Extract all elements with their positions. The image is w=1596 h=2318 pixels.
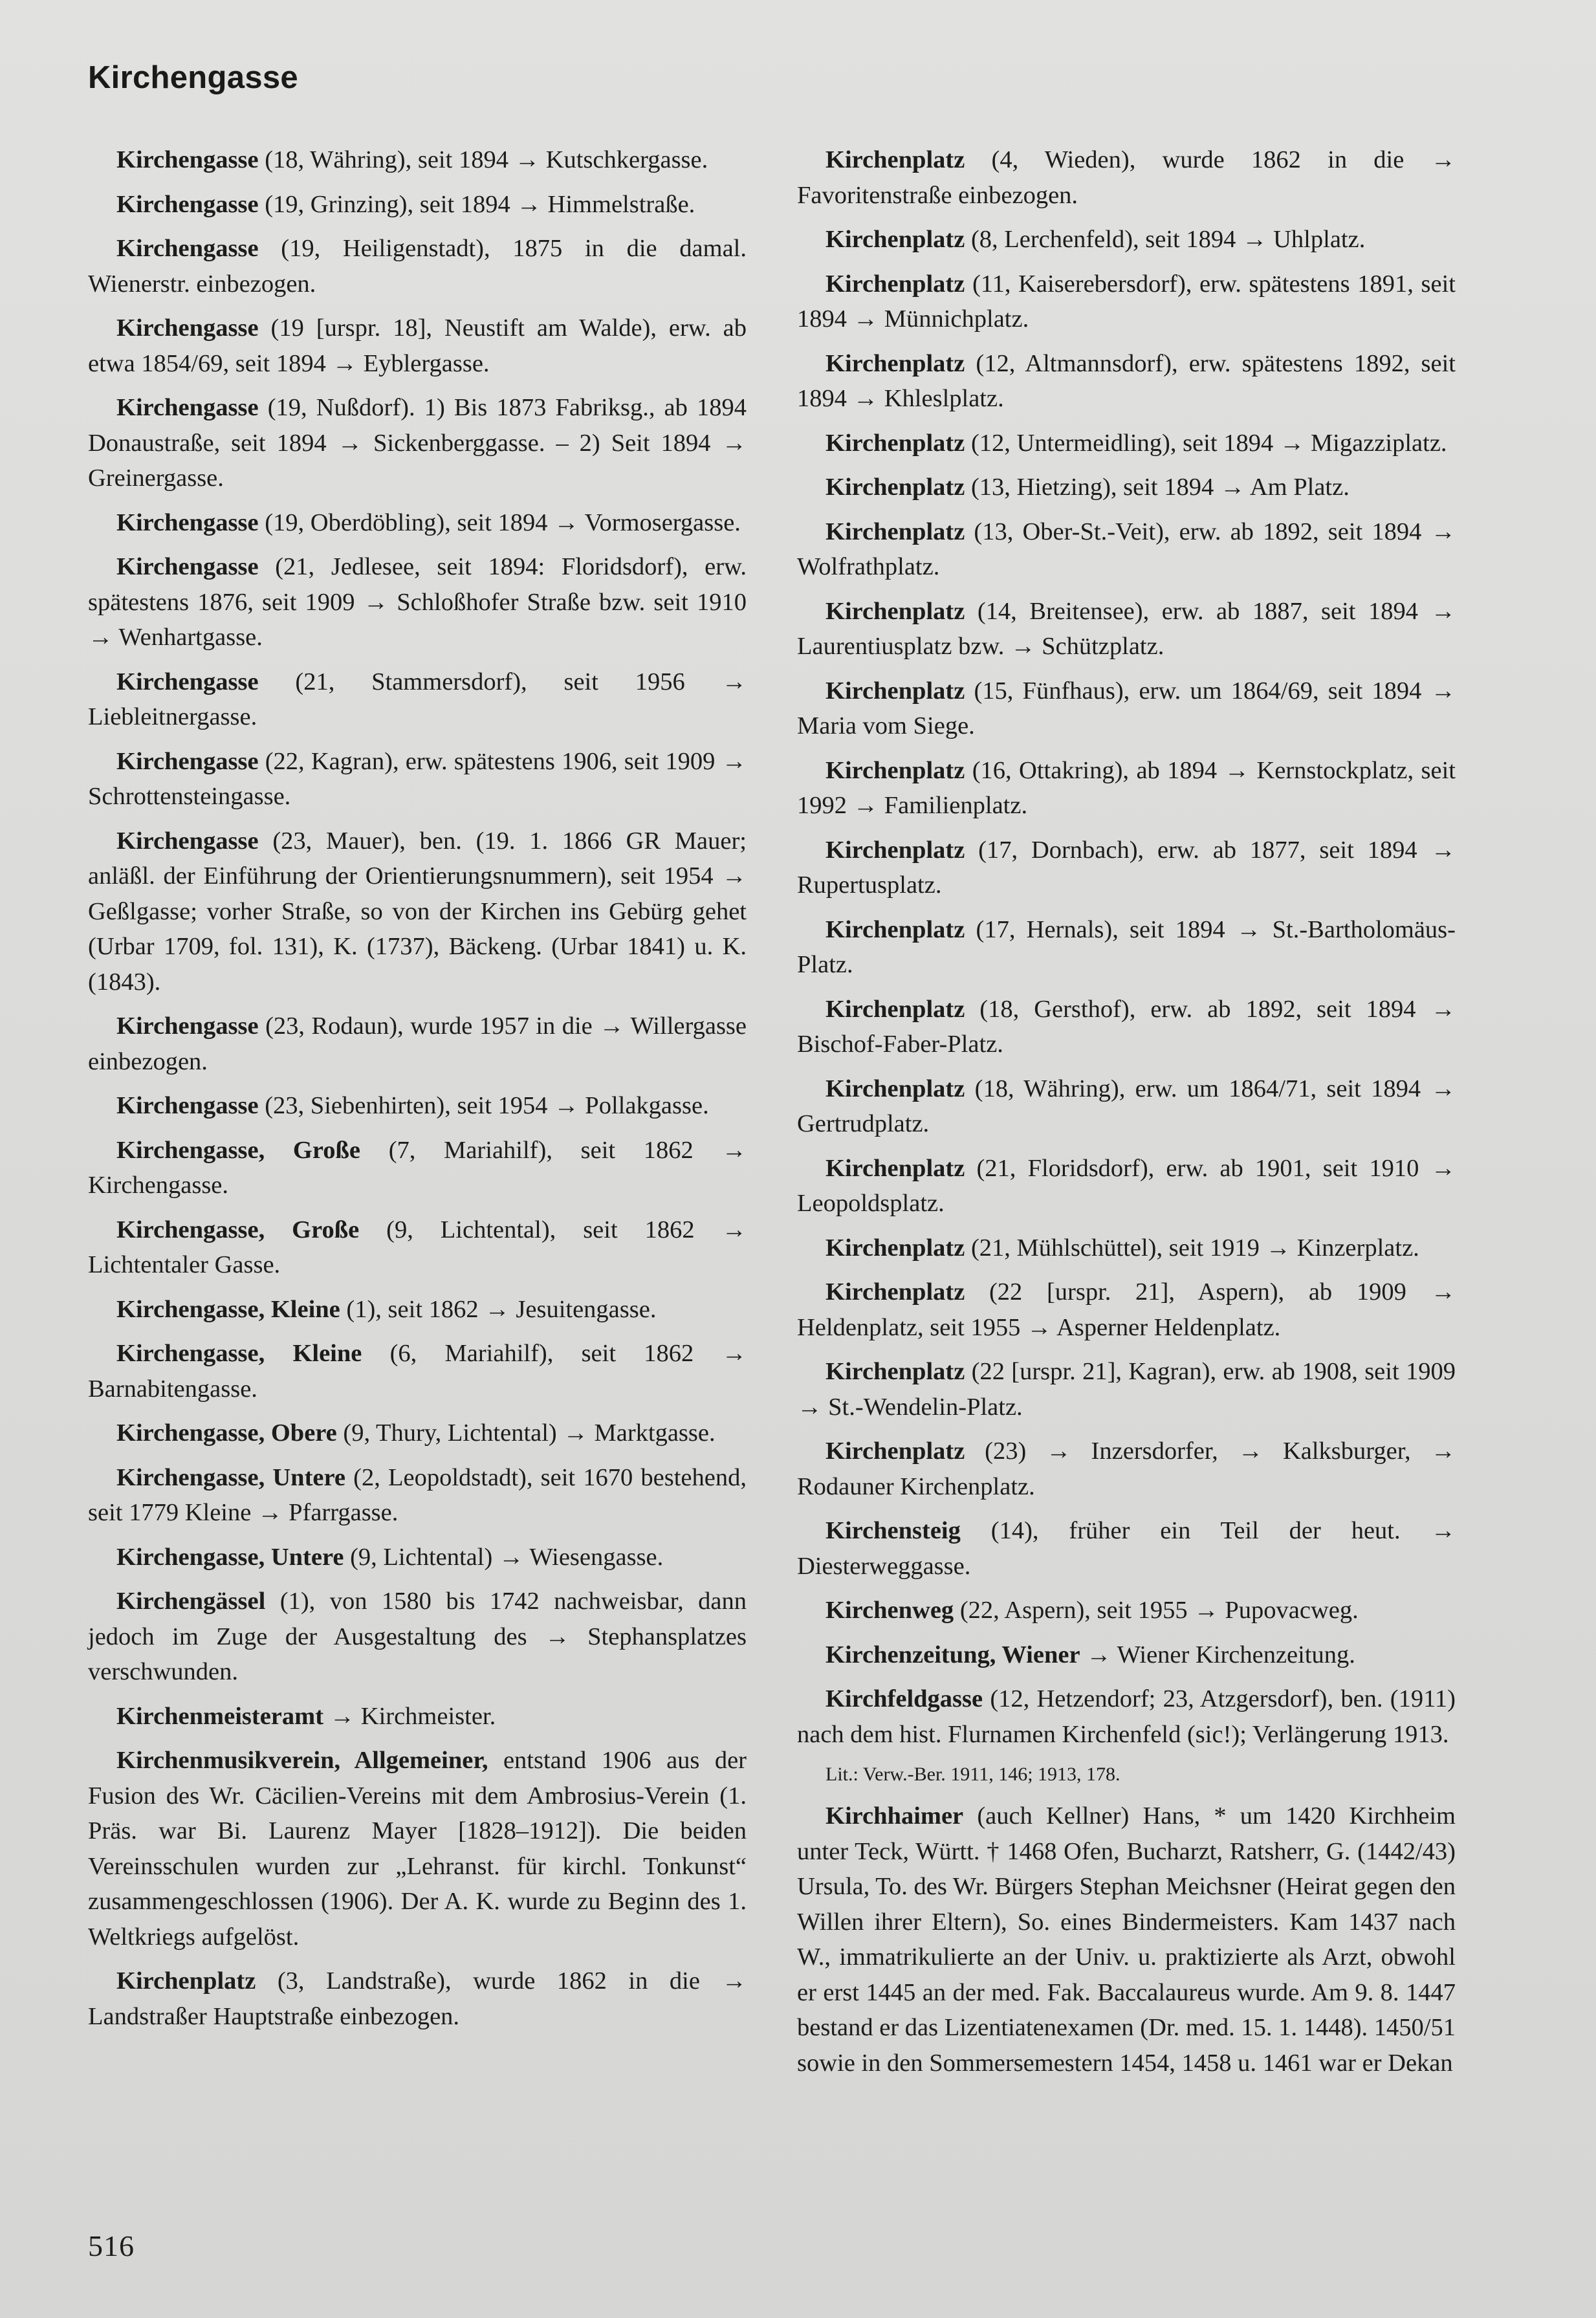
entry-headword: Kirchenplatz bbox=[825, 836, 965, 864]
lexicon-entry bbox=[88, 1963, 747, 2034]
lexicon-entry bbox=[88, 311, 747, 381]
entry-headword: Kirchengasse bbox=[116, 827, 259, 855]
entry-headword: Kirchfeldgasse bbox=[825, 1685, 983, 1712]
entry-text: (7, Mariahilf), seit 1862 → Kirchengasse. bbox=[88, 1136, 747, 1199]
entry-headword: Kirchenplatz bbox=[825, 1234, 965, 1262]
entry-text: (3, Landstraße), wurde 1862 in die → Landstraßer Hauptstraße einbezogen. bbox=[88, 1967, 747, 2030]
lexicon-entry bbox=[88, 187, 747, 223]
lexicon-entry bbox=[797, 346, 1456, 417]
entry-text: (23, Rodaun), wurde 1957 in die → Willergasse einbezogen. bbox=[88, 1012, 747, 1075]
entry-headword: Kirchenplatz bbox=[825, 429, 965, 457]
entry-text: (13, Hietzing), seit 1894 → Am Platz. bbox=[965, 474, 1350, 501]
lexicon-entry bbox=[88, 1009, 747, 1079]
entry-headword: Kirchenmeisteramt bbox=[116, 1702, 324, 1730]
entry-text: (17, Dornbach), erw. ab 1877, seit 1894 → Rupertusplatz. bbox=[797, 836, 1456, 899]
entry-headword: Kirchengasse, Große bbox=[116, 1216, 360, 1243]
lexicon-entry bbox=[88, 1743, 747, 1954]
entry-headword: Kirchengasse bbox=[116, 235, 259, 262]
entry-text: (6, Mariahilf), seit 1862 → Barnabitengasse. bbox=[88, 1340, 747, 1403]
right-column bbox=[797, 142, 1456, 2090]
entry-text: (21, Jedlesee, seit 1894: Floridsdorf), erw. spätestens 1876, seit 1909 → Schloßhofer Straße bzw. seit 1910 → Wenhartgasse. bbox=[88, 553, 747, 651]
lexicon-entry bbox=[797, 267, 1456, 337]
running-head: Kirchengasse bbox=[88, 60, 298, 95]
lexicon-entry bbox=[88, 1088, 747, 1124]
entry-text: (12, Altmannsdorf), erw. spätestens 1892, seit 1894 → Khleslplatz. bbox=[797, 349, 1456, 412]
lexicon-entry bbox=[797, 222, 1456, 257]
literature-reference: Lit.: Verw.-Ber. 1911, 146; 1913, 178. bbox=[825, 1764, 1120, 1785]
lexicon-entry bbox=[88, 1133, 747, 1203]
entry-text: (12, Untermeidling), seit 1894 → Migazziplatz. bbox=[965, 429, 1447, 457]
entry-headword: Kirchengasse, Obere bbox=[116, 1419, 337, 1447]
lexicon-entry bbox=[88, 1336, 747, 1406]
entry-text: (19, Oberdöbling), seit 1894 → Vormosergasse. bbox=[258, 508, 741, 536]
lexicon-entry bbox=[88, 505, 747, 541]
entry-text: (19, Nußdorf). 1) Bis 1873 Fabriksg., ab 1894 Donaustraße, seit 1894 → Sickenberggasse. – 2) Seit 1894 → Greinergasse. bbox=[88, 394, 747, 492]
lexicon-entry bbox=[797, 833, 1456, 903]
lexicon-entry bbox=[797, 1354, 1456, 1425]
entry-text: (19 [urspr. 18], Neustift am Walde), erw. ab etwa 1854/69, seit 1894 → Eyblergasse. bbox=[88, 314, 747, 377]
entry-text: (9, Lichtental), seit 1862 → Lichtentaler Gasse. bbox=[88, 1216, 747, 1278]
page-number: 516 bbox=[88, 2229, 135, 2262]
lexicon-entry bbox=[797, 673, 1456, 744]
entry-text: (18, Währing), erw. um 1864/71, seit 1894 → Gertrudplatz. bbox=[797, 1075, 1456, 1137]
entry-text: (22, Kagran), erw. spätestens 1906, seit 1909 → Schrottensteingasse. bbox=[88, 747, 747, 810]
entry-text: (21, Floridsdorf), erw. ab 1901, seit 1910 → Leopoldsplatz. bbox=[797, 1154, 1456, 1217]
entry-headword: Kirchenplatz bbox=[825, 349, 965, 377]
entry-text: (9, Thury, Lichtental) → Marktgasse. bbox=[336, 1419, 716, 1447]
lexicon-entry bbox=[797, 1274, 1456, 1345]
left-column bbox=[88, 142, 747, 2043]
entry-headword: Kirchengasse bbox=[116, 747, 259, 775]
entry-headword: Kirchenplatz bbox=[825, 995, 965, 1023]
entry-text: (14, Breitensee), erw. ab 1887, seit 1894 → Laurentiusplatz bzw. → Schützplatz. bbox=[797, 597, 1456, 660]
entry-headword: Kirchenplatz bbox=[825, 677, 965, 705]
entry-headword: Kirchenplatz bbox=[825, 226, 965, 253]
lexicon-entry bbox=[88, 142, 747, 178]
entry-headword: Kirchengasse bbox=[116, 394, 259, 421]
entry-text: (13, Ober-St.-Veit), erw. ab 1892, seit 1894 → Wolfrathplatz. bbox=[797, 518, 1456, 580]
entry-text: (1), seit 1862 → Jesuitengasse. bbox=[340, 1295, 657, 1323]
entry-text: (23) → Inzersdorfer, → Kalksburger, → Rodauner Kirchenplatz. bbox=[797, 1438, 1456, 1500]
lexicon-entry bbox=[797, 1513, 1456, 1584]
entry-headword: Kirchenplatz bbox=[825, 270, 965, 298]
lexicon-entry bbox=[88, 1584, 747, 1690]
lexicon-entry bbox=[797, 1637, 1456, 1673]
lexicon-entry bbox=[797, 912, 1456, 983]
entry-headword: Kirchengasse bbox=[116, 1092, 259, 1119]
lexicon-entry bbox=[88, 231, 747, 301]
entry-text: (16, Ottakring), ab 1894 → Kernstockplatz, seit 1992 → Familienplatz. bbox=[797, 756, 1456, 819]
entry-headword: Kirchengasse bbox=[116, 190, 259, 218]
entry-text: (11, Kaiserebersdorf), erw. spätestens 1891, seit 1894 → Münnichplatz. bbox=[797, 270, 1456, 333]
entry-headword: Kirchenplatz bbox=[825, 1075, 965, 1102]
lexicon-entry bbox=[797, 514, 1456, 585]
entry-headword: Kirchhaimer bbox=[825, 1802, 964, 1830]
lexicon-entry bbox=[797, 142, 1456, 213]
lexicon-entry bbox=[88, 1460, 747, 1531]
lexicon-entry bbox=[797, 594, 1456, 664]
lexicon-entry bbox=[797, 753, 1456, 824]
entry-text: (4, Wieden), wurde 1862 in die → Favoritenstraße einbezogen. bbox=[797, 146, 1456, 209]
entry-headword: Kirchengasse bbox=[116, 1012, 259, 1040]
entry-text: (22 [urspr. 21], Kagran), erw. ab 1908, seit 1909 → St.-Wendelin-Platz. bbox=[797, 1358, 1456, 1421]
lexicon-entry bbox=[88, 1212, 747, 1283]
entry-headword: Kirchenplatz bbox=[825, 1358, 965, 1385]
entry-headword: Kirchengasse bbox=[116, 146, 259, 173]
lexicon-entry bbox=[88, 1292, 747, 1328]
lexicon-entry bbox=[797, 1434, 1456, 1504]
entry-text: → Kirchmeister. bbox=[323, 1702, 496, 1730]
entry-text: → Wiener Kirchenzeitung. bbox=[1080, 1641, 1355, 1668]
entry-headword: Kirchengasse, Untere bbox=[116, 1543, 344, 1571]
entry-headword: Kirchengässel bbox=[116, 1588, 266, 1615]
entry-text: (21, Stammersdorf), seit 1956 → Liebleitnergasse. bbox=[88, 668, 747, 730]
entry-text: (23, Mauer), ben. (19. 1. 1866 GR Mauer; anläßl. der Einführung der Orientierungsnummern), seit 1954 → Geßlgasse; vorher Straße, so von der Kirchen ins Gebürg gehet (Urbar 1709, fol. 131), K. (1737), Bäckeng. (Urbar 1841) u. K. (1843). bbox=[88, 827, 747, 996]
entry-headword: Kirchenplatz bbox=[825, 1278, 965, 1306]
entry-text: (14), früher ein Teil der heut. → Diesterweggasse. bbox=[797, 1517, 1456, 1580]
entry-text: (2, Leopoldstadt), seit 1670 bestehend, seit 1779 Kleine → Pfarrgasse. bbox=[88, 1463, 747, 1526]
entry-headword: Kirchengasse, Untere bbox=[116, 1463, 345, 1491]
entry-text: (auch Kellner) Hans, * um 1420 Kirchheim unter Teck, Württ. † 1468 Ofen, Bucharzt, Ratsherr, G. (1442/43) Ursula, To. des Wr. Bürgers Stephan Meichsner (Heirat gegen den Willen ihrer Eltern), So. eines Bindermeisters. Kam 1437 nach W., immatrikulierte an der Univ. u. praktizierte als Arzt, obwohl er erst 1445 an der med. Fak. Baccalaureus wurde. Am 9. 8. 1447 bestand er das Lizentiatenexamen (Dr. med. 15. 1. 1448). 1450/51 sowie in den Sommersemestern 1454, 1458 u. 1461 war er Dekan bbox=[797, 1802, 1456, 2077]
lexicon-entry bbox=[88, 1540, 747, 1575]
entry-text: (19, Grinzing), seit 1894 → Himmelstraße. bbox=[258, 190, 695, 218]
entry-headword: Kirchengasse bbox=[116, 553, 259, 580]
lexicon-entry bbox=[797, 1799, 1456, 2081]
lexicon-entry bbox=[797, 1151, 1456, 1221]
entry-text: (21, Mühlschüttel), seit 1919 → Kinzerplatz. bbox=[965, 1234, 1419, 1262]
entry-text: (23, Siebenhirten), seit 1954 → Pollakgasse. bbox=[258, 1092, 709, 1119]
lexicon-entry bbox=[88, 549, 747, 655]
entry-headword: Kirchenplatz bbox=[825, 518, 965, 545]
entry-headword: Kirchenplatz bbox=[825, 597, 965, 625]
lexicon-entry bbox=[797, 470, 1456, 505]
entry-headword: Kirchenplatz bbox=[825, 915, 965, 943]
lexicon-entry bbox=[797, 1230, 1456, 1266]
entry-text: (12, Hetzendorf; 23, Atzgersdorf), ben. (1911) nach dem hist. Flurnamen Kirchenfeld (sic!); Verlängerung 1913. bbox=[797, 1685, 1456, 1748]
lexicon-entry bbox=[88, 390, 747, 496]
entry-headword: Kirchenplatz bbox=[825, 474, 965, 501]
entry-text: (9, Lichtental) → Wiesengasse. bbox=[344, 1543, 664, 1571]
lexicon-entry bbox=[88, 1699, 747, 1734]
lexicon-entry bbox=[797, 426, 1456, 461]
entry-text: (8, Lerchenfeld), seit 1894 → Uhlplatz. bbox=[965, 226, 1366, 253]
entry-headword: Kirchenplatz bbox=[825, 1438, 965, 1465]
lexicon-entry bbox=[88, 744, 747, 815]
entry-text: (19, Heiligenstadt), 1875 in die damal. Wienerstr. einbezogen. bbox=[88, 235, 747, 298]
entry-headword: Kirchensteig bbox=[825, 1517, 961, 1544]
entry-headword: Kirchengasse, Große bbox=[116, 1136, 361, 1164]
entry-text: (17, Hernals), seit 1894 → St.-Bartholomäus-Platz. bbox=[797, 915, 1456, 978]
entry-headword: Kirchenplatz bbox=[825, 756, 965, 784]
entry-headword: Kirchenplatz bbox=[825, 146, 965, 173]
lexicon-entry bbox=[797, 992, 1456, 1062]
entry-headword: Kirchengasse bbox=[116, 508, 259, 536]
entry-text: (22, Aspern), seit 1955 → Pupovacweg. bbox=[954, 1597, 1359, 1624]
lexicon-entry bbox=[797, 1593, 1456, 1628]
lexicon-entry bbox=[88, 1416, 747, 1451]
entry-headword: Kirchengasse, Kleine bbox=[116, 1340, 362, 1367]
entry-text: entstand 1906 aus der Fusion des Wr. Cäcilien-Vereins mit dem Ambrosius-Verein (1. Präs. war Bi. Laurenz Mayer [1828–1912]). Die beiden Vereinsschulen wurden zur „Lehranst. für kirchl. Tonkunst“ zusammengeschlossen (1906). Der A. K. wurde zu Beginn des 1. Weltkriegs aufgelöst. bbox=[88, 1747, 747, 1951]
lexicon-entry bbox=[88, 664, 747, 735]
entry-headword: Kirchenweg bbox=[825, 1597, 954, 1624]
entry-headword: Kirchenmusikverein, Allgemeiner, bbox=[116, 1747, 488, 1774]
entry-headword: Kirchenplatz bbox=[116, 1967, 256, 1995]
entry-headword: Kirchenplatz bbox=[825, 1154, 965, 1182]
entry-text: (22 [urspr. 21], Aspern), ab 1909 → Heldenplatz, seit 1955 → Asperner Heldenplatz. bbox=[797, 1278, 1456, 1341]
entry-text: (1), von 1580 bis 1742 nachweisbar, dann jedoch im Zuge der Ausgestaltung des → Stephansplatzes verschwunden. bbox=[88, 1588, 747, 1685]
entry-text: (15, Fünfhaus), erw. um 1864/69, seit 1894 → Maria vom Siege. bbox=[797, 677, 1456, 739]
entry-text: (18, Währing), seit 1894 → Kutschkergasse. bbox=[258, 146, 708, 173]
entry-headword: Kirchengasse bbox=[116, 668, 259, 695]
entry-headword: Kirchenzeitung, Wiener bbox=[825, 1641, 1080, 1668]
entry-headword: Kirchengasse, Kleine bbox=[116, 1295, 340, 1323]
lexicon-entry bbox=[88, 824, 747, 1000]
entry-text: (18, Gersthof), erw. ab 1892, seit 1894 → Bischof-Faber-Platz. bbox=[797, 995, 1456, 1058]
lexicon-entry bbox=[797, 1681, 1456, 1752]
entry-headword: Kirchengasse bbox=[116, 314, 259, 342]
lexicon-entry bbox=[797, 1071, 1456, 1142]
